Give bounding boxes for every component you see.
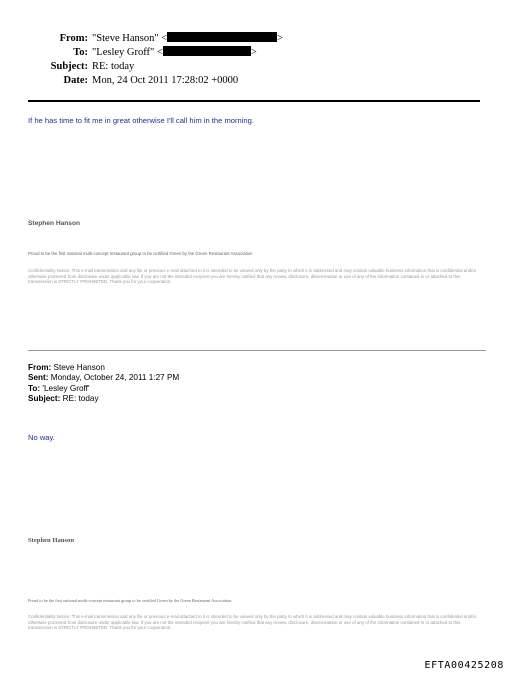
to-tail: > bbox=[250, 47, 257, 58]
date-label: Date: bbox=[63, 75, 88, 86]
email-header bbox=[0, 32, 300, 88]
fw-subject-label: Subject: bbox=[28, 394, 61, 404]
forwarded-header bbox=[28, 363, 179, 405]
from-tail: > bbox=[277, 33, 284, 44]
fw-sent-value: Monday, October 24, 2011 1:27 PM bbox=[50, 373, 180, 383]
date-value: Mon, 24 Oct 2011 17:28:02 +0000 bbox=[92, 75, 239, 86]
bates-number: EFTA00425208 bbox=[424, 660, 504, 671]
fw-from-row bbox=[28, 363, 179, 373]
fw-to-value: 'Lesley Groff' bbox=[42, 383, 90, 393]
signature: Stephen Hanson bbox=[28, 220, 81, 227]
date-row bbox=[0, 74, 300, 88]
green-certification-note: Proud to be the first national multi-concept restaurant group to be certified Green by the Green Restaurant Association bbox=[28, 598, 232, 603]
to-value: "Lesley Groff" < bbox=[92, 47, 163, 58]
fw-sent-label: Sent: bbox=[28, 373, 49, 383]
fw-from-label: From: bbox=[28, 363, 52, 372]
to-row bbox=[0, 46, 300, 60]
fw-from-value: Steve Hanson bbox=[53, 363, 105, 372]
confidentiality-notice: Confidentiality Notice: This e-mail transmission and any file or previous e-mail attached to it is intended to be viewed only by the party to which it is addressed and may contain valuable business information that is confidential and/or otherwise protected from disclosure under applicable law. If you are not the intended recipient you are hereby notified that any review, disclosure, dissemination or use of any of the information contained in or attached to this transmission is STRICTLY PROHIBITED. Thank you for your cooperation. bbox=[28, 614, 477, 631]
subject-value: RE: today bbox=[92, 61, 135, 72]
redaction-bar bbox=[163, 46, 251, 56]
fw-subject-row bbox=[28, 394, 179, 404]
fw-to-label: To: bbox=[28, 383, 41, 393]
redaction-bar bbox=[167, 32, 277, 42]
signature: Stephen Hanson bbox=[28, 537, 74, 544]
subject-label: Subject: bbox=[50, 61, 88, 72]
header-divider bbox=[28, 100, 480, 102]
to-label: To: bbox=[73, 47, 88, 58]
from-value: "Steve Hanson" < bbox=[92, 33, 168, 44]
message-body: No way. bbox=[28, 433, 55, 442]
message-body: If he has time to fit me in great otherwise I'll call him in the morning. bbox=[28, 116, 254, 125]
green-certification-note: Proud to be the first national multi-concept restaurant group to be certified Green by the Green Restaurant Association bbox=[28, 251, 253, 256]
confidentiality-notice: Confidentiality Notice: This e-mail transmission and any file or previous e-mail attached to it is intended to be viewed only by the party to which it is addressed and may contain valuable business information that is confidential and/or otherwise protected from disclosure under applicable law. If you are not the intended recipient you are hereby notified that any review, disclosure, dissemination or use of any of the information contained in or attached to this transmission is STRICTLY PROHIBITED. Thank you for your cooperation. bbox=[28, 268, 477, 285]
forward-divider bbox=[28, 350, 486, 351]
fw-subject-value: RE: today bbox=[62, 394, 99, 404]
subject-row bbox=[0, 60, 300, 74]
fw-to-row bbox=[28, 384, 179, 394]
from-label: From: bbox=[59, 33, 88, 44]
fw-sent-row bbox=[28, 373, 179, 383]
from-row bbox=[0, 32, 300, 46]
